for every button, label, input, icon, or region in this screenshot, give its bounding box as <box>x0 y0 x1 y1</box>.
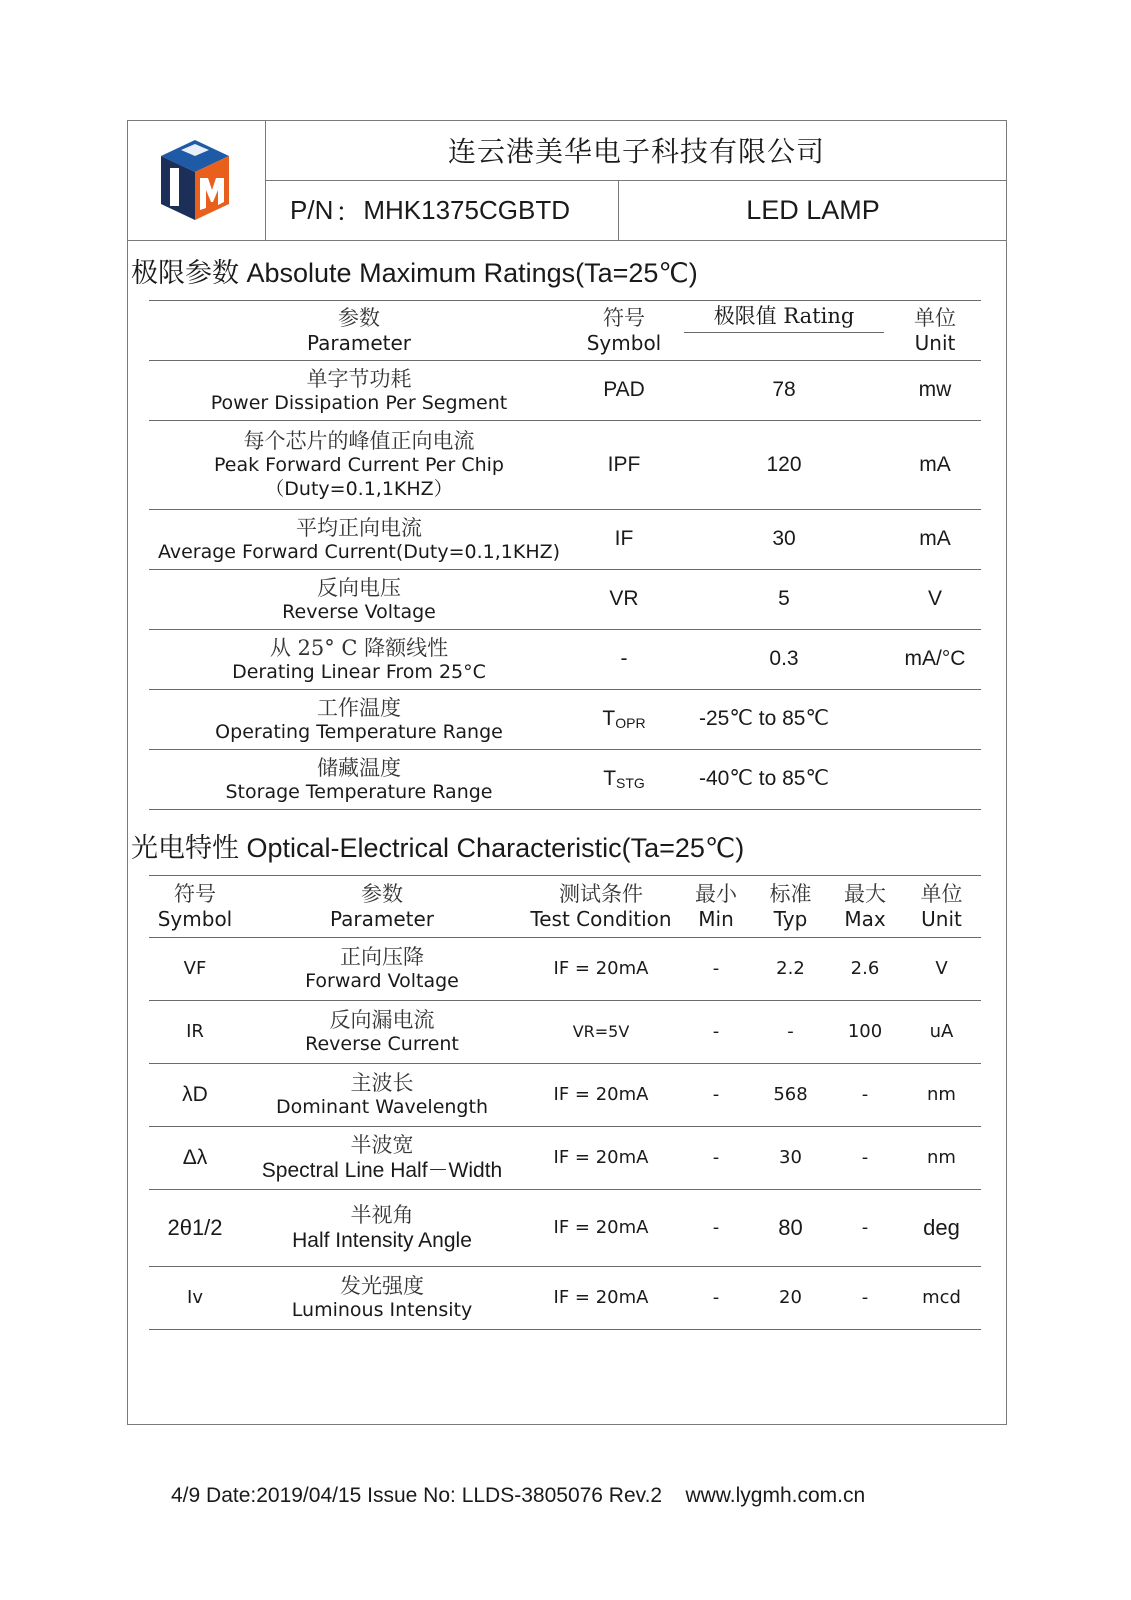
row-unit: mA/°C <box>889 630 981 690</box>
company-logo-icon <box>155 138 235 222</box>
row-unit: mA <box>889 421 981 510</box>
absolute-ratings-title-en: Absolute Maximum Ratings(Ta=25℃) <box>239 258 698 288</box>
company-name: 连云港美华电子科技有限公司 <box>266 120 1007 181</box>
row-unit: nm <box>902 1064 981 1127</box>
row-symbol: - <box>569 630 679 690</box>
header-unit: 单位 Unit <box>902 876 981 938</box>
row-condition: IF = 20mA <box>523 1127 679 1190</box>
row-symbol: Iv <box>149 1267 241 1330</box>
header-parameter: 参数 Parameter <box>241 876 523 938</box>
row-parameter: 正向压降 Forward Voltage <box>241 938 523 1001</box>
logo-cell <box>127 120 266 241</box>
row-condition: IF = 20mA <box>523 938 679 1001</box>
optical-title-cn: 光电特性 <box>131 833 239 864</box>
table-row <box>149 1001 981 1064</box>
row-symbol: PAD <box>569 361 679 421</box>
row-symbol: λD <box>149 1064 241 1127</box>
row-unit: nm <box>902 1127 981 1190</box>
table-row <box>149 361 981 421</box>
row-rating: 5 <box>679 570 889 630</box>
row-unit: uA <box>902 1001 981 1064</box>
table-row <box>149 1127 981 1190</box>
product-type: LED LAMP <box>619 181 1007 241</box>
table-row <box>149 630 981 690</box>
header-max: 最大 Max <box>828 876 902 938</box>
table-row <box>149 421 981 510</box>
row-typ: 80 <box>753 1190 828 1267</box>
optical-title-en: Optical-Electrical Characteristic(Ta=25℃) <box>239 833 745 863</box>
row-rating: -40℃ to 85℃ <box>679 750 981 810</box>
row-parameter: 每个芯片的峰值正向电流 Peak Forward Current Per Chip （Duty=0.1,1KHZ） <box>149 421 569 510</box>
row-symbol: IF <box>569 510 679 570</box>
row-symbol: $T_{OPR}$ <box>569 690 679 750</box>
table-row <box>149 570 981 630</box>
row-unit: mw <box>889 361 981 421</box>
row-min: - <box>679 938 753 1001</box>
row-parameter: 工作温度 Operating Temperature Range <box>149 690 569 750</box>
table-row <box>149 690 981 750</box>
row-min: - <box>679 1127 753 1190</box>
pn-value: MHK1375CGBTD <box>363 195 570 225</box>
header-symbol: 符号 Symbol <box>569 301 679 361</box>
table-header-row <box>149 876 981 938</box>
table-row <box>149 1190 981 1267</box>
row-min: - <box>679 1064 753 1127</box>
row-rating: 78 <box>679 361 889 421</box>
row-symbol: IPF <box>569 421 679 510</box>
row-symbol: VF <box>149 938 241 1001</box>
row-symbol: Δλ <box>149 1127 241 1190</box>
row-rating: 0.3 <box>679 630 889 690</box>
absolute-ratings-title <box>131 251 698 290</box>
absolute-ratings-title-cn: 极限参数 <box>131 258 239 289</box>
row-max: 100 <box>828 1001 902 1064</box>
row-min: - <box>679 1190 753 1267</box>
table-header-row <box>149 301 981 361</box>
row-rating: -25℃ to 85℃ <box>679 690 981 750</box>
row-parameter: 半波宽 Spectral Line Half－Width <box>241 1127 523 1190</box>
header-symbol: 符号 Symbol <box>149 876 241 938</box>
row-parameter: 半视角 Half Intensity Angle <box>241 1190 523 1267</box>
row-unit: V <box>889 570 981 630</box>
row-parameter: 主波长 Dominant Wavelength <box>241 1064 523 1127</box>
header-rating: 极限值 Rating <box>679 301 889 361</box>
table-row <box>149 510 981 570</box>
row-parameter: 单字节功耗 Power Dissipation Per Segment <box>149 361 569 421</box>
row-typ: 2.2 <box>753 938 828 1001</box>
row-max: 2.6 <box>828 938 902 1001</box>
row-symbol: $T_{STG}$ <box>569 750 679 810</box>
optical-table <box>149 875 981 1330</box>
table-row <box>149 938 981 1001</box>
row-min: - <box>679 1267 753 1330</box>
row-parameter: 平均正向电流 Average Forward Current(Duty=0.1,1KHZ) <box>149 510 569 570</box>
pn-label: P/N <box>290 195 334 225</box>
row-parameter: 反向漏电流 Reverse Current <box>241 1001 523 1064</box>
row-unit: V <box>902 938 981 1001</box>
row-symbol: 2θ1/2 <box>149 1190 241 1267</box>
row-rating: 120 <box>679 421 889 510</box>
row-max: - <box>828 1064 902 1127</box>
row-rating: 30 <box>679 510 889 570</box>
row-condition: IF = 20mA <box>523 1267 679 1330</box>
row-typ: 568 <box>753 1064 828 1127</box>
row-condition: IF = 20mA <box>523 1190 679 1267</box>
row-symbol: IR <box>149 1001 241 1064</box>
row-parameter: 从 25° C 降额线性 Derating Linear From 25°C <box>149 630 569 690</box>
row-min: - <box>679 1001 753 1064</box>
row-condition: IF = 20mA <box>523 1064 679 1127</box>
header-parameter: 参数 Parameter <box>149 301 569 361</box>
row-typ: - <box>753 1001 828 1064</box>
header-typ: 标准 Typ <box>753 876 828 938</box>
row-max: - <box>828 1267 902 1330</box>
row-typ: 20 <box>753 1267 828 1330</box>
optical-title <box>131 826 744 865</box>
row-typ: 30 <box>753 1127 828 1190</box>
row-unit: mcd <box>902 1267 981 1330</box>
row-condition: VR=5V <box>523 1001 679 1064</box>
row-parameter: 反向电压 Reverse Voltage <box>149 570 569 630</box>
header-condition: 测试条件 Test Condition <box>523 876 679 938</box>
header-min: 最小 Min <box>679 876 753 938</box>
row-parameter: 发光强度 Luminous Intensity <box>241 1267 523 1330</box>
pn-separator: ： <box>335 197 362 227</box>
part-number <box>266 181 619 241</box>
row-max: - <box>828 1190 902 1267</box>
table-row <box>149 750 981 810</box>
table-row <box>149 1267 981 1330</box>
row-max: - <box>828 1127 902 1190</box>
row-symbol: VR <box>569 570 679 630</box>
header-unit: 单位 Unit <box>889 301 981 361</box>
absolute-ratings-table <box>149 300 981 810</box>
row-parameter: 储藏温度 Storage Temperature Range <box>149 750 569 810</box>
table-row <box>149 1064 981 1127</box>
page-footer: 4/9 Date:2019/04/15 Issue No: LLDS-3805076 Rev.2 www.lygmh.com.cn <box>171 1484 866 1507</box>
row-unit: mA <box>889 510 981 570</box>
row-unit: deg <box>902 1190 981 1267</box>
